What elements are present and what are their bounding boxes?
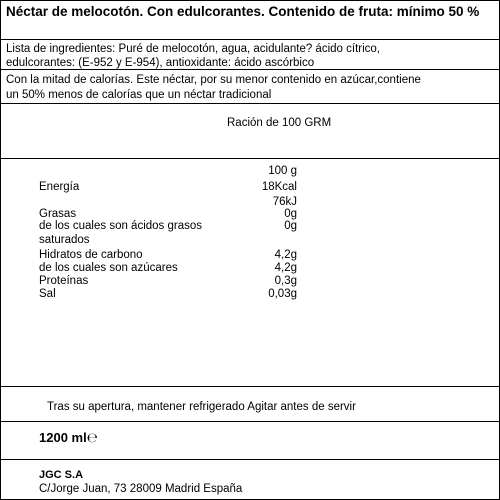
nutrient-value-saturated: 0g	[284, 220, 297, 232]
nutrient-value-salt: 0,03g	[268, 288, 297, 300]
company-address: C/Jorge Juan, 73 28009 Madrid España	[39, 483, 243, 495]
divider-claim	[1, 103, 499, 104]
divider-storage	[1, 386, 499, 387]
nutrient-label-saturated-cont: saturados	[39, 234, 90, 246]
nutrient-value-protein: 0,3g	[274, 275, 297, 287]
divider-table-header	[1, 158, 499, 159]
nutrient-label-sugars: de los cuales son azúcares	[39, 262, 178, 274]
nutrient-label-salt: Sal	[39, 288, 56, 300]
divider-company	[1, 459, 499, 460]
nutrient-label-fat: Grasas	[39, 208, 77, 220]
nutrient-value-carbs: 4,2g	[274, 249, 297, 261]
net-quantity	[39, 431, 98, 445]
ingredients-line-1: Lista de ingredientes: Puré de melocotón, agua, acidulante? ácido cítrico,	[6, 43, 380, 55]
net-quantity-value: 1200 ml	[39, 430, 87, 445]
portion-label: Ración de 100 GRM	[227, 117, 332, 129]
divider-top	[1, 39, 499, 40]
claim-line-2: un 50% menos de calorías que un néctar tradicional	[6, 89, 272, 101]
product-title: Néctar de melocotón. Con edulcorantes. Contenido de fruta: mínimo 50 %	[6, 4, 480, 19]
nutrient-label-saturated: de los cuales son ácidos grasos	[39, 220, 203, 232]
divider-quantity	[1, 421, 499, 422]
ingredients-line-2: edulcorantes: (E-952 y E-954), antioxidante: ácido ascórbico	[6, 57, 315, 69]
nutrient-value-energy-kj: 76kJ	[272, 196, 297, 208]
per-100g-header: 100 g	[268, 165, 297, 177]
storage-instructions: Tras su apertura, mantener refrigerado Agitar antes de servir	[47, 401, 356, 413]
nutrient-label-energy: Energía	[39, 181, 80, 193]
company-name: JGC S.A	[39, 469, 84, 481]
nutrient-value-energy-kcal: 18Kcal	[261, 181, 297, 193]
nutrient-value-sugars: 4,2g	[274, 262, 297, 274]
nutrient-label-carbs: Hidratos de carbono	[39, 249, 143, 261]
estimated-sign-icon: ℮	[86, 431, 98, 446]
divider-ingredients	[1, 69, 499, 70]
nutrient-value-fat: 0g	[284, 208, 297, 220]
nutrient-label-protein: Proteínas	[39, 275, 89, 287]
claim-line-1: Con la mitad de calorías. Este néctar, por su menor contenido en azúcar,contiene	[6, 74, 421, 86]
